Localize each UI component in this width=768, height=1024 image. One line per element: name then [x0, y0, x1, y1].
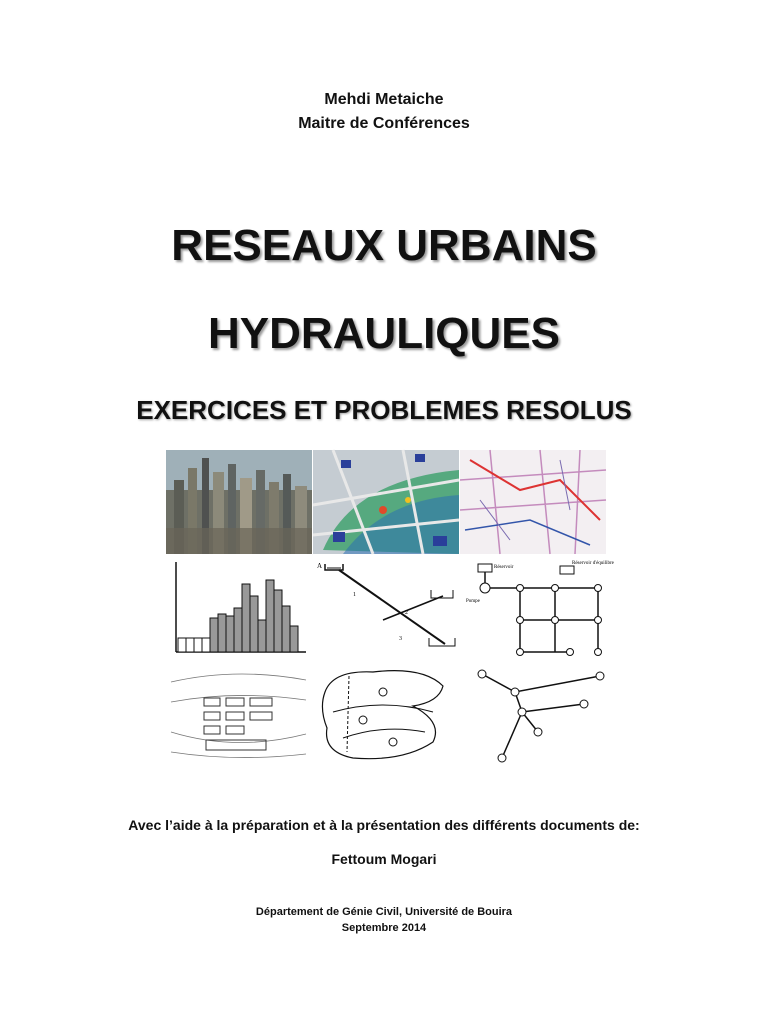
- site-plan-drawing: [166, 662, 312, 766]
- credits-text: Avec l’aide à la préparation et à la présentation des différents documents de:: [128, 817, 640, 833]
- network-map: [313, 450, 459, 554]
- institution-block: [0, 904, 768, 936]
- city-skyline-photo: [166, 450, 312, 554]
- svg-text:1: 1: [353, 592, 356, 598]
- helper-name: Fettoum Mogari: [331, 851, 437, 867]
- branched-network-drawing: [460, 662, 606, 766]
- cover-image-collage: [166, 450, 614, 766]
- consumption-histogram: [166, 556, 312, 660]
- reservoir-eq-label: Réservoir d'équilibre: [572, 561, 614, 566]
- svg-text:2: 2: [405, 610, 408, 616]
- author-role: Maitre de Conférences: [298, 115, 470, 132]
- reservoir-label: Réservoir: [494, 565, 514, 570]
- svg-text:A: A: [317, 562, 323, 570]
- title-line-2: HYDRAULIQUES: [207, 309, 561, 358]
- author-name: Mehdi Metaiche: [324, 91, 444, 108]
- department: Département de Génie Civil, Université de Bouira: [255, 906, 513, 918]
- title-line-1: RESEAUX URBAINS: [171, 221, 597, 270]
- subtitle: EXERCICES ET PROBLEMES RESOLUS: [136, 395, 632, 425]
- pipe-network-plan: [460, 450, 606, 554]
- catchment-basins-drawing: [313, 662, 459, 766]
- svg-text:3: 3: [399, 636, 402, 642]
- pump-label: Pompe: [466, 599, 480, 604]
- author-block: [0, 88, 768, 136]
- reservoir-pipe-schema: [313, 556, 459, 660]
- meshed-network-schema: [460, 556, 614, 660]
- publication-date: Septembre 2014: [341, 922, 427, 934]
